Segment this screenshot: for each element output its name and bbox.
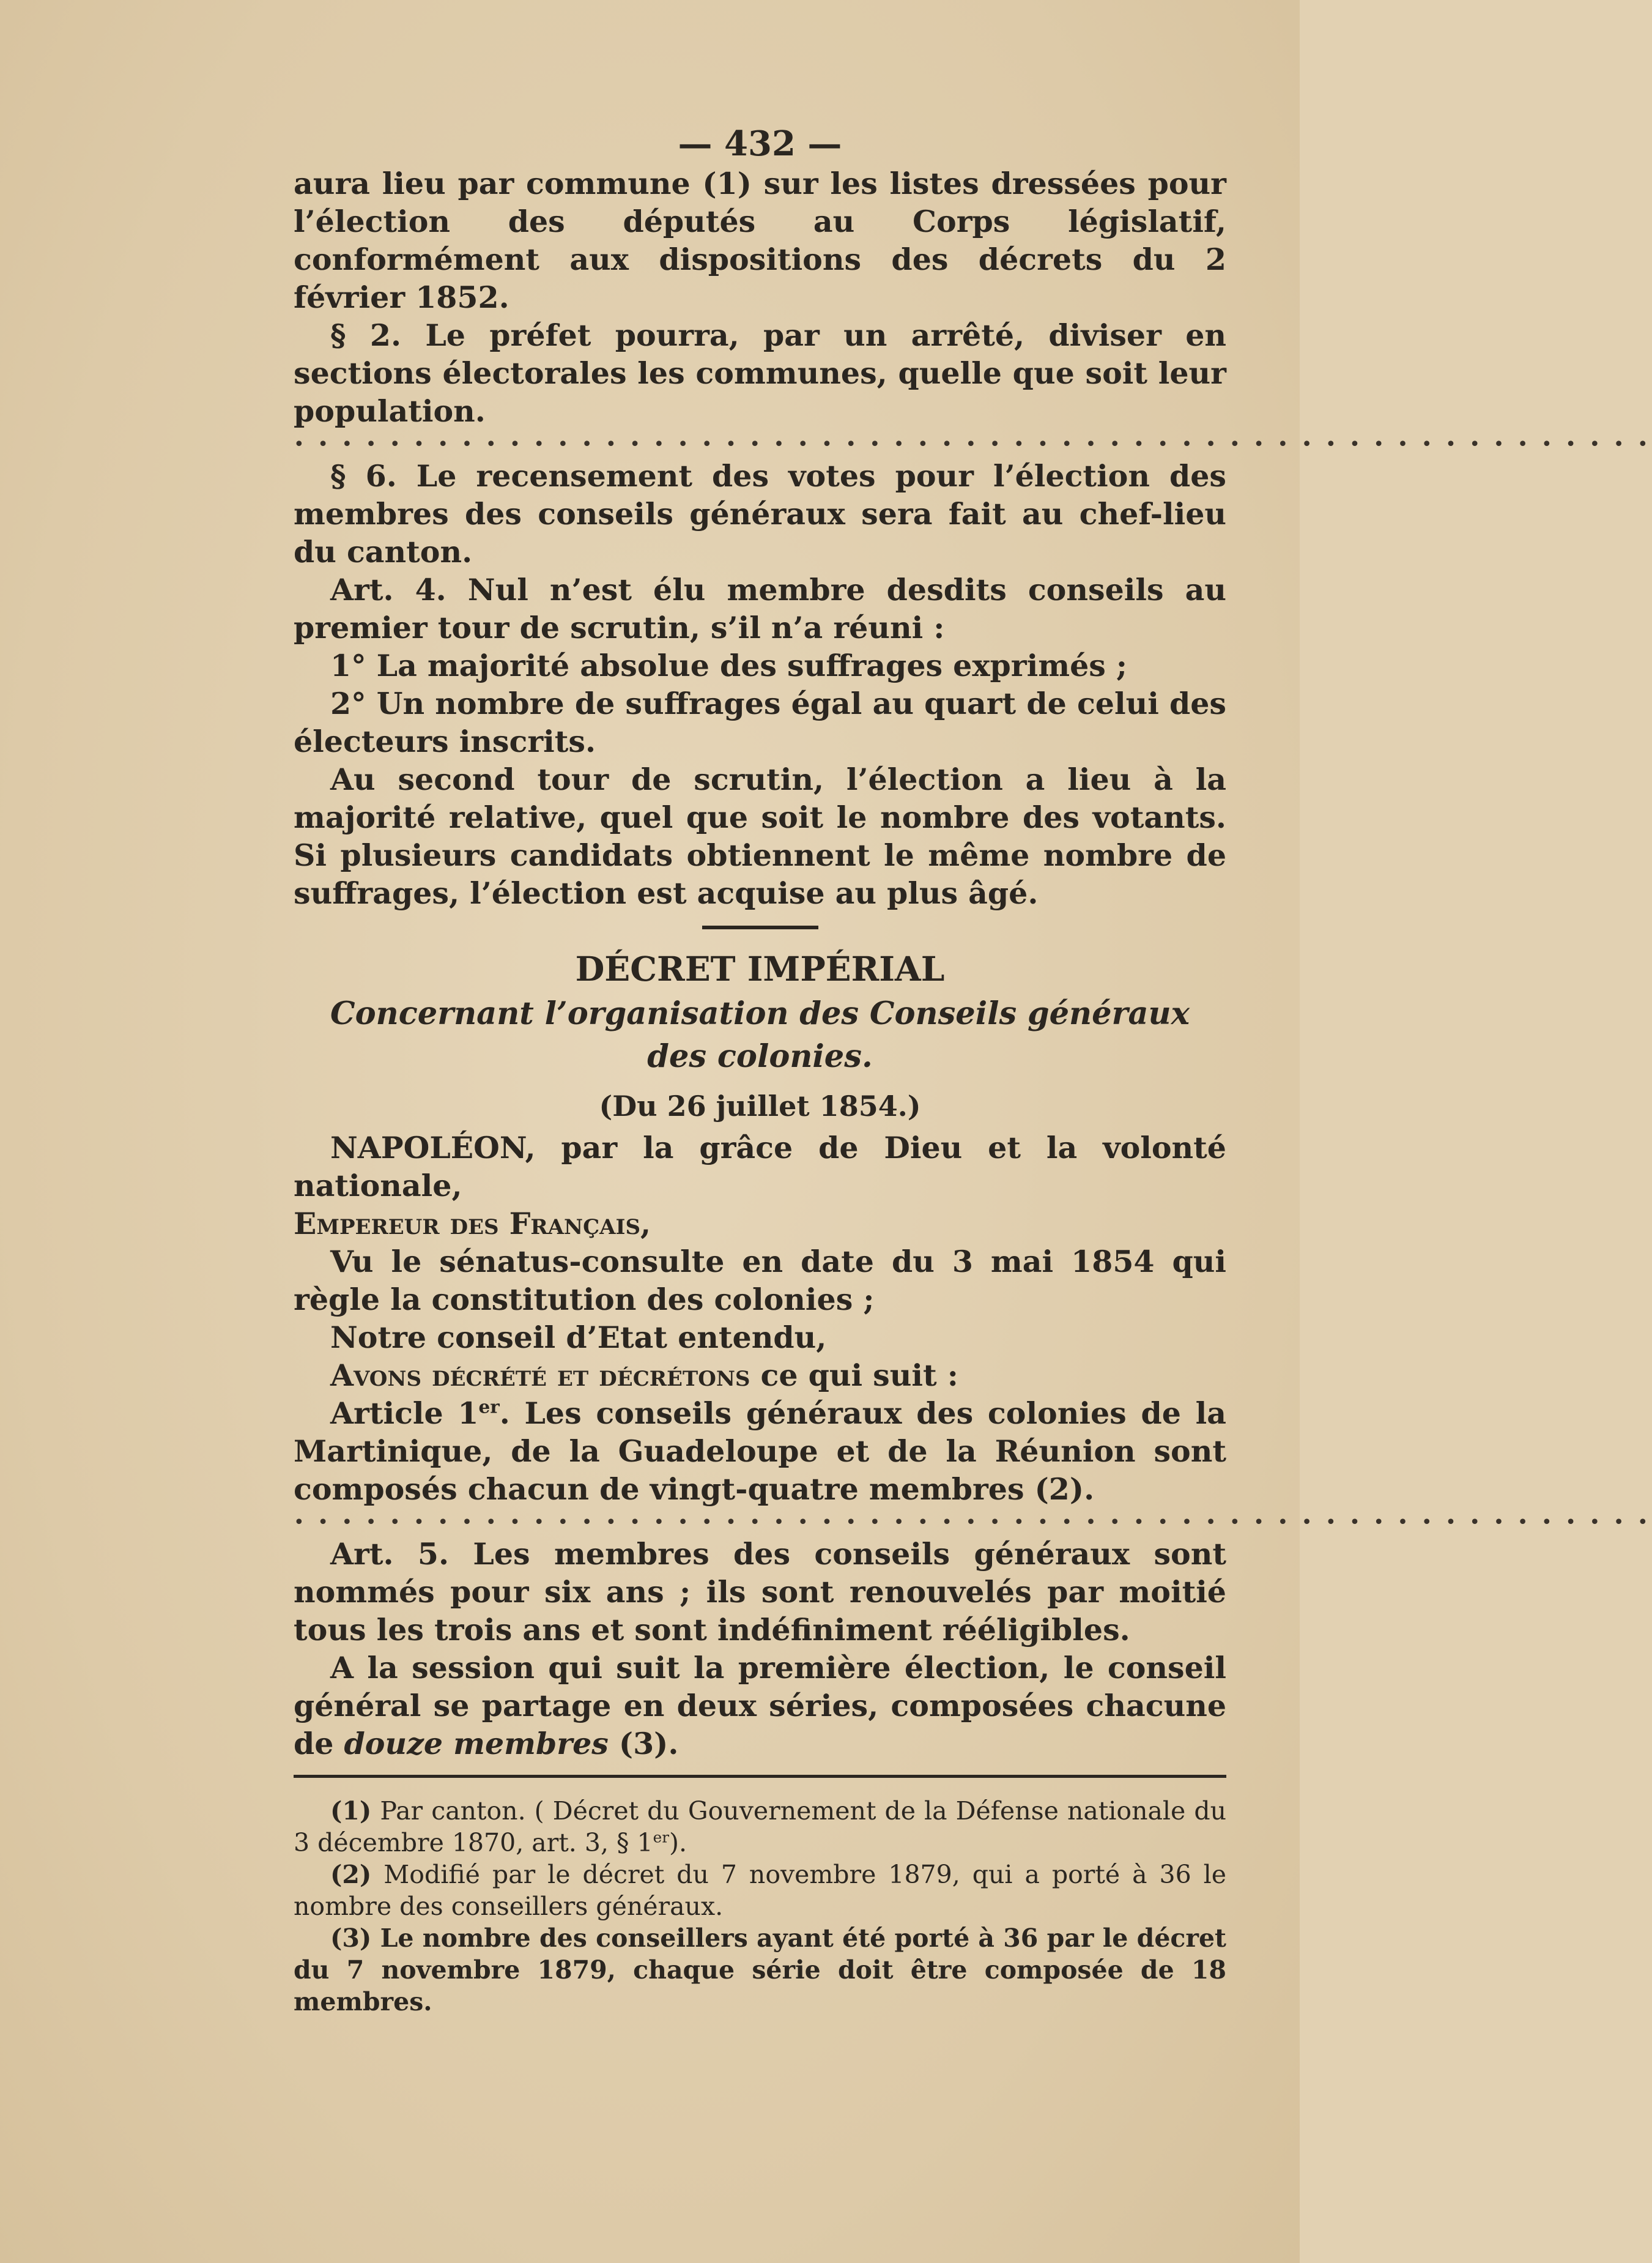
footnote-2 xyxy=(294,1859,1226,1922)
footnote-1 xyxy=(294,1795,1226,1859)
ellipsis-dots-separator: • • • • • • • • • • • • • • • • • • • • • • • • • • • • • • • • • • • • • • • • • • • • • • • • • • • • • • • • • xyxy=(294,434,1652,455)
footnote-3 xyxy=(294,1922,1226,2018)
ellipsis-dots-separator-2: • • • • • • • • • • • • • • • • • • • • • • • • • • • • • • • • • • • • • • • • • • • • • • • • • • • • • • • • • xyxy=(294,1512,1652,1533)
paragraph-vu: Vu le sénatus-consulte en date du 3 mai 1854 qui règle la constitution des colonies ; xyxy=(294,1244,1226,1317)
footnote-2-number: (2) xyxy=(330,1860,372,1889)
paragraph-condition-1: 1° La majorité absolue des suffrages exprimés ; xyxy=(330,648,1127,683)
decree-date: (Du 26 juillet 1854.) xyxy=(599,1090,921,1123)
footnote-3-number: (3) xyxy=(330,1923,372,1953)
page-content xyxy=(294,124,1652,2018)
footnote-divider-rule xyxy=(294,1775,1226,1778)
footnote-1-text: Par canton. ( Décret du Gouvernement de la Défense nationale du 3 décembre 1870, art. 3, § 1 xyxy=(294,1796,1226,1857)
paragraph-art-5: Art. 5. Les membres des conseils généraux sont nommés pour six ans ; ils sont renouvelés par moitié tous les trois ans et sont indéfiniment rééligibles. xyxy=(294,1536,1226,1648)
avons-decrete-rest: ce qui suit : xyxy=(750,1358,958,1393)
paragraph-conseil-etat: Notre conseil d’Etat entendu, xyxy=(330,1320,827,1355)
page-number: — 432 — xyxy=(678,124,842,164)
short-divider-rule xyxy=(702,926,818,929)
session-italic-text: douze membres xyxy=(344,1726,609,1761)
paragraph-empereur: Empereur des Français, xyxy=(294,1206,651,1241)
article-1-superscript: er xyxy=(478,1395,500,1418)
decree-subtitle-line-1: Concernant l’organisation des Conseils généraux xyxy=(330,995,1190,1032)
paragraph-section-6: § 6. Le recensement des votes pour l’élection des membres des conseils généraux sera fait au chef-lieu du canton. xyxy=(294,458,1226,570)
paragraph-article-1 xyxy=(294,1394,1226,1508)
paragraph-election-lists: aura lieu par commune (1) sur les listes dressées pour l’élection des députés au Corps législatif, conformément aux dispositions des décrets du 2 février 1852. xyxy=(294,166,1226,315)
paragraph-art-4: Art. 4. Nul n’est élu membre desdits conseils au premier tour de scrutin, s’il n’a réuni : xyxy=(294,572,1226,645)
footnote-3-text: Le nombre des conseillers ayant été porté à 36 par le décret du 7 novembre 1879, chaque série doit être composée de 18 membres. xyxy=(294,1923,1226,2016)
article-1-head: Article 1 xyxy=(330,1395,479,1431)
article-1-body: . Les conseils généraux des colonies de la Martinique, de la Guadeloupe et de la Réunion sont composés chacun de vingt-quatre membres (2). xyxy=(294,1395,1226,1507)
paragraph-condition-2: 2° Un nombre de suffrages égal au quart de celui des électeurs inscrits. xyxy=(294,686,1226,759)
paragraph-napoleon: NAPOLÉON, par la grâce de Dieu et la volonté nationale, xyxy=(294,1130,1226,1203)
footnote-2-text: Modifié par le décret du 7 novembre 1879, qui a porté à 36 le nombre des conseillers généraux. xyxy=(294,1860,1226,1921)
decree-title: DÉCRET IMPÉRIAL xyxy=(575,949,945,989)
paragraph-section-2: § 2. Le préfet pourra, par un arrêté, diviser en sections électorales les communes, quelle que soit leur population. xyxy=(294,318,1226,429)
footnote-1-end: ). xyxy=(669,1828,687,1857)
avons-decrete-smallcaps: Avons décrété et décrétons xyxy=(330,1358,750,1393)
decree-subtitle-line-2: des colonies. xyxy=(647,1038,873,1075)
footnote-1-number: (1) xyxy=(330,1796,372,1826)
session-note-ref: (3). xyxy=(608,1726,679,1761)
paragraph-session xyxy=(294,1649,1226,1763)
session-text: A la session qui suit la première élection, le conseil général se partage en deux séries, composées chacune de xyxy=(294,1650,1226,1761)
footnote-1-superscript: er xyxy=(653,1828,669,1846)
paragraph-second-round: Au second tour de scrutin, l’élection a lieu à la majorité relative, quel que soit le nombre des votants. Si plusieurs candidats obtiennent le même nombre de suffrages, l’élection est acquise au plus âgé. xyxy=(294,762,1226,911)
paragraph-avons-decrete xyxy=(294,1356,1226,1394)
